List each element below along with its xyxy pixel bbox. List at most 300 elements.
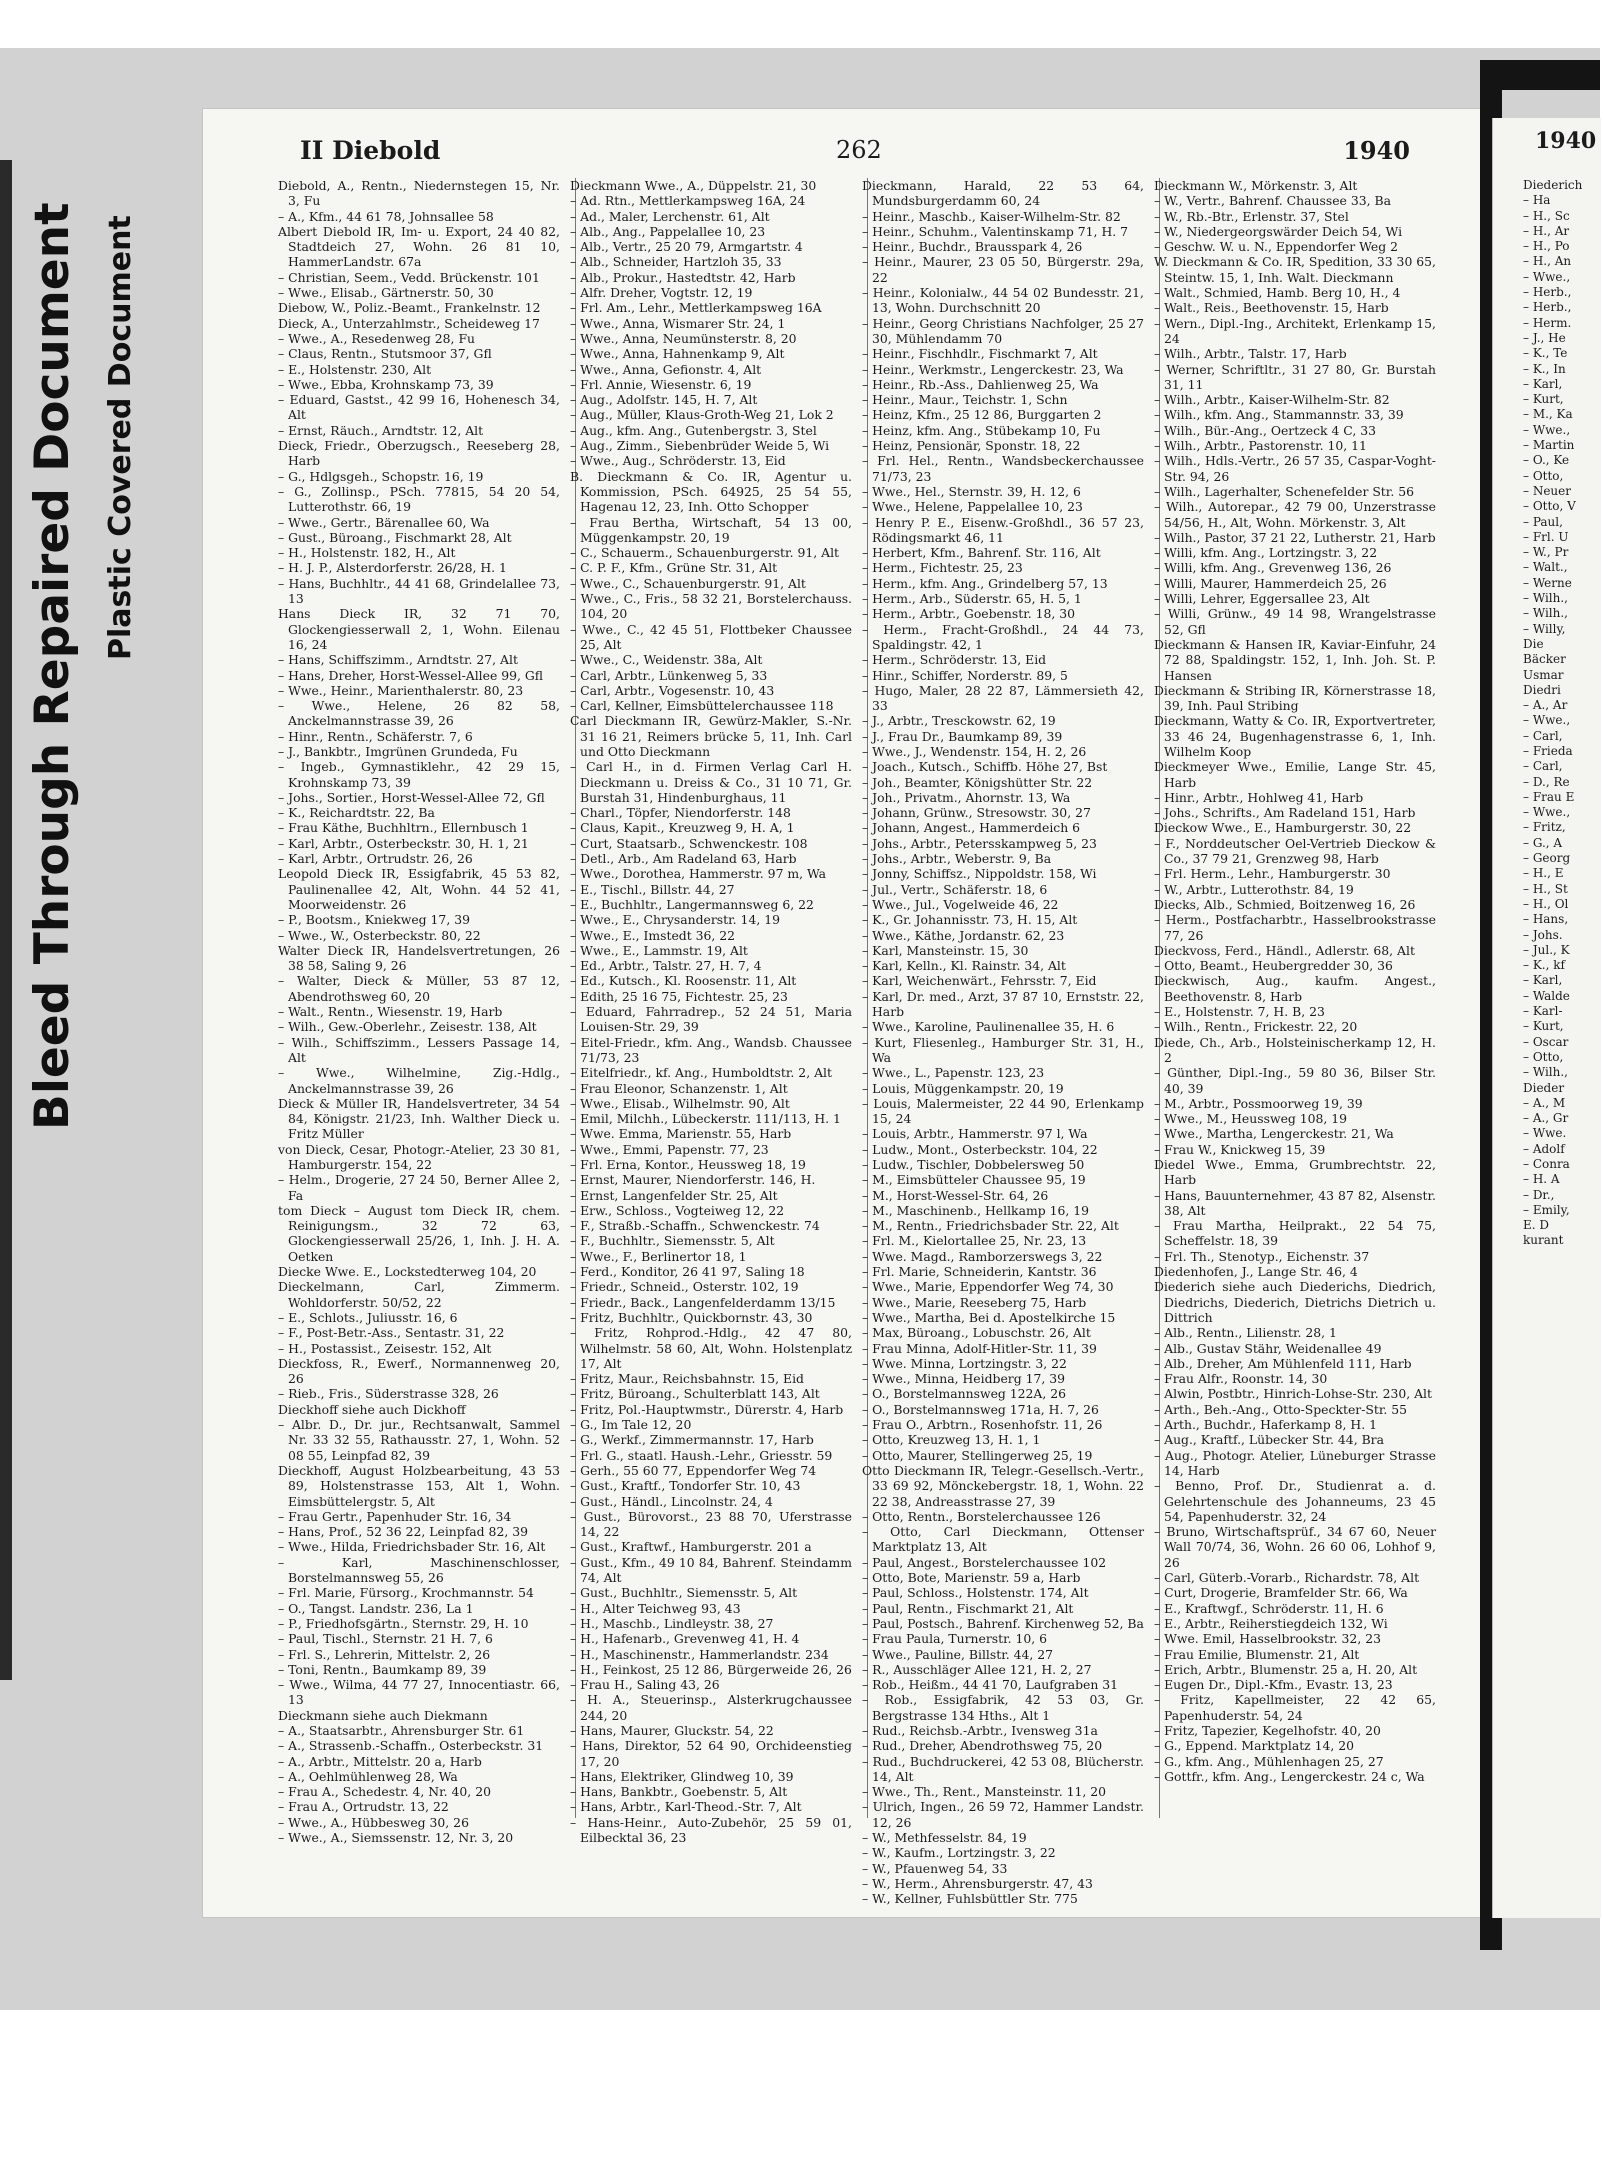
directory-entry: – Otto, Carl Dieckmann, Ottenser Marktplatz 13, Alt	[862, 1524, 1144, 1555]
facing-page-fragment: kurant	[1523, 1233, 1564, 1248]
directory-entry: – Jonny, Schiffsz., Nippoldstr. 158, Wi	[862, 866, 1097, 882]
directory-entry: – Karl, Kelln., Kl. Rainstr. 34, Alt	[862, 958, 1066, 974]
directory-entry: – Hugo, Maler, 28 22 87, Lämmersieth 42, 33	[862, 682, 1144, 714]
directory-entry: – Frl. Marie, Fürsorg., Krochmannstr. 54	[278, 1585, 534, 1601]
directory-entry: – H., Postassist., Zeisestr. 152, Alt	[278, 1340, 492, 1356]
directory-entry: – Wwe., A., Resedenweg 28, Fu	[278, 330, 476, 346]
directory-entry: – Günther, Dipl.-Ing., 59 80 36, Bilser Str. 40, 39	[1154, 1065, 1436, 1096]
facing-page-fragment: – Martin	[1523, 438, 1575, 453]
facing-page-fragment: – Ha	[1523, 193, 1551, 208]
directory-entry: – Emil, Milchh., Lübeckerstr. 111/113, H. 1	[570, 1111, 841, 1127]
directory-entry: – Wwe., E., Lammstr. 19, Alt	[570, 942, 748, 958]
directory-entry: – Ernst, Langenfelder Str. 25, Alt	[570, 1187, 778, 1203]
facing-page-fragment: – K., In	[1523, 361, 1566, 376]
directory-entry: Diedel Wwe., Emma, Grumbrechtstr. 22, Harb	[1154, 1157, 1436, 1188]
facing-page-fragment: – A., Ar	[1523, 698, 1568, 713]
directory-entry: – Wwe., C., Schauenburgerstr. 91, Alt	[570, 575, 806, 591]
directory-entry: – Karl, Dr. med., Arzt, 37 87 10, Ernststr. 22, Harb	[862, 988, 1144, 1020]
directory-entry: – Fritz, Maur., Reichsbahnstr. 15, Eid	[570, 1371, 804, 1387]
directory-entry: – Heinr., Georg Christians Nachfolger, 25 27 30, Mühlendamm 70	[862, 315, 1144, 346]
facing-page-fragment: – Otto, V	[1523, 499, 1576, 514]
directory-entry: – H., Maschinenstr., Hammerlandstr. 234	[570, 1646, 829, 1662]
directory-entry: – F., Post-Betr.-Ass., Sentastr. 31, 22	[278, 1325, 505, 1341]
facing-page-fragment: – Willy,	[1523, 621, 1566, 636]
directory-entry: – Walter, Dieck & Müller, 53 87 12, Abendrothsweg 60, 20	[278, 973, 560, 1004]
directory-entry: – E., Kraftwgf., Schröderstr. 11, H. 6	[1154, 1600, 1384, 1616]
directory-entry: tom Dieck – August tom Dieck IR, chem. Reinigungsm., 32 72 63, Glockengiesserwall 25/26, 1, Inh. J. H. A. Oetken	[278, 1202, 560, 1264]
directory-entry: – Alb., Vertr., 25 20 79, Armgartstr. 4	[570, 239, 803, 255]
facing-page-fragment: – Frieda	[1523, 743, 1573, 758]
directory-entry: – Erw., Schloss., Vogteiweg 12, 22	[570, 1202, 785, 1218]
header-year: 1940	[1343, 136, 1410, 165]
directory-entry: Dieckmann & Stribing IR, Körnerstrasse 18, 39, Inh. Paul Stribing	[1154, 682, 1436, 714]
facing-page-fragment: – Oscar	[1523, 1034, 1569, 1049]
directory-entry: – H., Maschb., Lindleystr. 38, 27	[570, 1615, 774, 1631]
directory-entry: – Wilh., Arbtr., Pastorenstr. 10, 11	[1154, 438, 1367, 454]
directory-entry: – Louis, Müggenkampstr. 20, 19	[862, 1080, 1064, 1096]
facing-page-fragment: – Frau E	[1523, 789, 1575, 804]
directory-entry: – W., Herm., Ahrensburgerstr. 47, 43	[862, 1875, 1093, 1891]
directory-entry: – Wwe., Helene, 26 82 58, Anckelmannstrasse 39, 26	[278, 698, 560, 729]
directory-entry: – Hans-Heinr., Auto-Zubehör, 25 59 01, Eilbecktal 36, 23	[570, 1814, 852, 1846]
directory-entry: Dieckmann W., Mörkenstr. 3, Alt	[1154, 178, 1358, 193]
directory-entry: – Frl. Am., Lehr., Mettlerkampsweg 16A	[570, 300, 822, 316]
directory-entry: – Herm., kfm. Ang., Grindelberg 57, 13	[862, 575, 1108, 591]
directory-entry: – Wilh., kfm. Ang., Stammannstr. 33, 39	[1154, 407, 1404, 423]
directory-entry: – Wilh., Lagerhalter, Schenefelder Str. 56	[1154, 483, 1414, 499]
header-section: II Diebold	[300, 136, 441, 165]
directory-entry: – Hans, Arbtr., Karl-Theod.-Str. 7, Alt	[570, 1799, 802, 1815]
directory-entry: – Frau Paula, Turnerstr. 10, 6	[862, 1631, 1048, 1647]
directory-entry: – Karl, Weichenwärt., Fehrsstr. 7, Eid	[862, 973, 1097, 989]
directory-entry: – H., Alter Teichweg 93, 43	[570, 1600, 741, 1616]
directory-entry: – Johann, Angest., Hammerdeich 6	[862, 820, 1081, 836]
directory-entry: – F., Buchhltr., Siemensstr. 5, Alt	[570, 1233, 775, 1249]
directory-entry: Dieckelmann, Carl, Zimmerm. Wohldorferstr. 50/52, 22	[278, 1279, 560, 1310]
directory-entry: – J., Bankbtr., Imgrünen Grundeda, Fu	[278, 743, 518, 759]
directory-entry: – Willi, kfm. Ang., Grevenweg 136, 26	[1154, 560, 1392, 576]
facing-page-fragment: – Jul., K	[1523, 942, 1570, 957]
directory-entry: – Aug., Zimm., Siebenbrüder Weide 5, Wi	[570, 438, 830, 454]
directory-entry: – Friedr., Back., Langenfelderdamm 13/15	[570, 1294, 836, 1310]
directory-entry: – Werner, Schriftltr., 31 27 80, Gr. Burstah 31, 11	[1154, 361, 1436, 392]
directory-column-4	[1154, 178, 1436, 1838]
facing-page-fragment: – Wilh.,	[1523, 591, 1568, 606]
directory-entry: Diecke Wwe. E., Lockstedterweg 104, 20	[278, 1264, 537, 1280]
directory-entry: – Hinr., Schiffer, Norderstr. 89, 5	[862, 667, 1068, 683]
directory-entry: Diede, Ch., Arb., Holsteinischerkamp 12, H. 2	[1154, 1034, 1436, 1065]
directory-entry: – Wilh., Arbtr., Talstr. 17, Harb	[1154, 346, 1347, 362]
directory-entry: – K., Gr. Johannisstr. 73, H. 15, Alt	[862, 912, 1078, 928]
directory-entry: – Heinz, Kfm., 25 12 86, Burggarten 2	[862, 407, 1102, 423]
directory-entry: – Henry P. E., Eisenw.-Großhdl., 36 57 23, Rödingsmarkt 46, 11	[862, 514, 1144, 545]
directory-entry: W. Dieckmann & Co. IR, Spedition, 33 30 65, Steintw. 15, 1, Inh. Walt. Dieckmann	[1154, 254, 1436, 285]
directory-entry: – Toni, Rentn., Baumkamp 89, 39	[278, 1661, 487, 1677]
directory-entry: – H. J. P., Alsterdorferstr. 26/28, H. 1	[278, 560, 507, 576]
directory-entry: – Alb., Dreher, Am Mühlenfeld 111, Harb	[1154, 1355, 1412, 1371]
directory-entry: – R., Ausschläger Allee 121, H. 2, 27	[862, 1661, 1092, 1677]
directory-entry: – W., Vertr., Bahrenf. Chaussee 33, Ba	[1154, 193, 1391, 209]
directory-entry: – Joh., Beamter, Königshütter Str. 22	[862, 774, 1093, 790]
facing-page-fragment: – Wwe.,	[1523, 422, 1571, 437]
facing-page-fragment: – J., He	[1523, 330, 1566, 345]
directory-entry: – F., Norddeutscher Oel-Vertrieb Dieckow & Co., 37 79 21, Grenzweg 98, Harb	[1154, 835, 1436, 867]
facing-page-fragment: Dieder	[1523, 1080, 1565, 1095]
directory-entry: – Claus, Kapit., Kreuzweg 9, H. A, 1	[570, 820, 795, 836]
directory-entry: – Alfr. Dreher, Vogtstr. 12, 19	[570, 285, 753, 301]
directory-entry: Diederich siehe auch Diederichs, Diedrich, Diedrichs, Diederich, Dietrichs Dietrich u. Dittrich	[1154, 1279, 1436, 1325]
directory-entry: – Eitelfriedr., kf. Ang., Humboldtstr. 2, Alt	[570, 1065, 832, 1081]
directory-entry: – Wwe. Minna, Lortzingstr. 3, 22	[862, 1355, 1067, 1371]
directory-entry: – H., Holstenstr. 182, H., Alt	[278, 545, 456, 561]
directory-entry: – Charl., Töpfer, Niendorferstr. 148	[570, 805, 791, 821]
directory-entry: – Gerh., 55 60 77, Eppendorfer Weg 74	[570, 1462, 817, 1478]
directory-entry: Leopold Dieck IR, Essigfabrik, 45 53 82, Paulinenallee 42, Alt, Wohn. 44 52 41, Moorweidenstr. 26	[278, 866, 560, 912]
directory-entry: – Herm., Arb., Süderstr. 65, H. 5, 1	[862, 591, 1082, 607]
directory-entry: Dieckmann Wwe., A., Düppelstr. 21, 30	[570, 178, 817, 193]
directory-column-3	[862, 178, 1144, 1907]
directory-entry: – J., Frau Dr., Baumkamp 89, 39	[862, 728, 1063, 744]
facing-page-fragment: – Conra	[1523, 1157, 1570, 1171]
directory-entry: – Wwe., Hilda, Friedrichsbader Str. 16, Alt	[278, 1539, 546, 1555]
directory-entry: – Wwe., Anna, Wismarer Str. 24, 1	[570, 315, 786, 331]
directory-entry: – Ludw., Tischler, Dobbelersweg 50	[862, 1157, 1085, 1172]
directory-entry: – Walt., Reis., Beethovenstr. 15, Harb	[1154, 300, 1389, 316]
directory-entry: – Frl. Marie, Schneiderin, Kantstr. 36	[862, 1264, 1097, 1280]
directory-entry: – Wwe., Emmi, Papenstr. 77, 23	[570, 1141, 769, 1157]
page-number: 262	[836, 136, 882, 164]
directory-entry: – G., Im Tale 12, 20	[570, 1417, 692, 1433]
directory-entry: – E., Tischl., Billstr. 44, 27	[570, 881, 735, 897]
facing-page-fragment: Bäcker	[1523, 652, 1566, 667]
directory-entry: – Wwe., C., Weidenstr. 38a, Alt	[570, 652, 763, 668]
facing-page-fragment: – D., Re	[1523, 774, 1570, 789]
directory-entry: von Dieck, Cesar, Photogr.-Atelier, 23 30 81, Hamburgerstr. 154, 22	[278, 1141, 560, 1172]
directory-entry: – Wwe. Emil, Hasselbrookstr. 32, 23	[1154, 1631, 1381, 1647]
directory-entry: – G., kfm. Ang., Mühlenhagen 25, 27	[1154, 1753, 1384, 1769]
directory-entry: Dieckwisch, Aug., kaufm. Angest., Beethovenstr. 8, Harb	[1154, 973, 1436, 1004]
directory-entry: – Erich, Arbtr., Blumenstr. 25 a, H. 20, Alt	[1154, 1661, 1418, 1677]
directory-entry: – Helm., Drogerie, 27 24 50, Berner Allee 2, Fa	[278, 1172, 560, 1203]
directory-entry: – Wwe., Anna, Neumünsterstr. 8, 20	[570, 330, 797, 346]
facing-page-fragment: – Herb.,	[1523, 285, 1572, 300]
facing-page-fragment: – H., St	[1523, 881, 1568, 896]
directory-entry: – Frl. Hel., Rentn., Wandsbeckerchaussee 71/73, 23	[862, 453, 1144, 484]
directory-entry: – H., Feinkost, 25 12 86, Bürgerweide 26, 26	[570, 1661, 852, 1677]
facing-page-fragment: – G., A	[1523, 835, 1563, 850]
scan-edge-stripe	[0, 160, 12, 1680]
directory-entry: – Wilh., Hdls.-Vertr., 26 57 35, Caspar-Voght-Str. 94, 26	[1154, 453, 1436, 484]
directory-entry: – Karl, Mansteinstr. 15, 30	[862, 942, 1029, 958]
directory-entry: – W., Rb.-Btr., Erlenstr. 37, Stel	[1154, 208, 1349, 224]
directory-entry: – Wilh., Gew.-Oberlehr., Zeisestr. 138, Alt	[278, 1019, 537, 1035]
facing-page-fragment: – H., E	[1523, 866, 1564, 881]
directory-entry: – Karl, Arbtr., Ortrudstr. 26, 26	[278, 851, 473, 867]
directory-entry: – Wwe., Minna, Heidberg 17, 39	[862, 1371, 1065, 1387]
directory-entry: – Gust., Büroang., Fischmarkt 28, Alt	[278, 529, 512, 545]
facing-page-fragment: – H. A	[1523, 1172, 1560, 1187]
directory-entry: – C. P. F., Kfm., Grüne Str. 31, Alt	[570, 560, 778, 576]
directory-entry: Dieckvoss, Ferd., Händl., Adlerstr. 68, Alt	[1154, 942, 1415, 958]
directory-entry: – W., Niedergeorgswärder Deich 54, Wi	[1154, 223, 1403, 239]
directory-entry: Carl Dieckmann IR, Gewürz-Makler, S.-Nr. 31 16 21, Reimers brücke 5, 11, Inh. Carl und Otto Dieckmann	[570, 713, 852, 759]
directory-entry: – Hans, Bauunternehmer, 43 87 82, Alsenstr. 38, Alt	[1154, 1187, 1436, 1218]
directory-entry: – Paul, Angest., Borstelerchaussee 102	[862, 1554, 1107, 1570]
directory-entry: – Wwe. Emma, Marienstr. 55, Harb	[570, 1126, 792, 1142]
directory-entry: – Wwe., Elisab., Gärtnerstr. 50, 30	[278, 285, 494, 301]
facing-page-fragment: – A., Gr	[1523, 1111, 1569, 1126]
directory-entry: – P., Bootsm., Kniekweg 17, 39	[278, 912, 470, 928]
directory-entry: – Gottfr., kfm. Ang., Lengerckestr. 24 c, Wa	[1154, 1768, 1425, 1784]
directory-entry: – Detl., Arb., Am Radeland 63, Harb	[570, 851, 797, 867]
facing-page-fragment: – Johs.	[1523, 927, 1563, 942]
directory-entry: Hans Dieck IR, 32 71 70, Glockengiesserwall 2, 1, Wohn. Eilenau 16, 24	[278, 606, 560, 652]
directory-entry: – Heinr., Maur., Teichstr. 1, Schn	[862, 392, 1068, 408]
facing-page-fragment: – Wwe.,	[1523, 269, 1571, 284]
directory-entry: – Ad. Rtn., Mettlerkampsweg 16A, 24	[570, 193, 806, 209]
directory-entry: – Paul, Rentn., Fischmarkt 21, Alt	[862, 1600, 1074, 1616]
directory-entry: – P., Friedhofsgärtn., Sternstr. 29, H. 10	[278, 1615, 529, 1631]
facing-page-fragment: – Fritz,	[1523, 820, 1566, 835]
directory-entry: Dieckow Wwe., E., Hamburgerstr. 30, 22	[1154, 820, 1412, 836]
directory-entry: – Frau Emilie, Blumenstr. 21, Alt	[1154, 1646, 1360, 1662]
facing-page-fragment: – Frl. U	[1523, 529, 1569, 544]
facing-page-fragment: – Wwe.,	[1523, 713, 1571, 728]
directory-entry: – Johs., Arbtr., Petersskampweg 5, 23	[862, 835, 1097, 851]
directory-entry: – E., Holstenstr. 7, H. B, 23	[1154, 1004, 1325, 1020]
directory-entry: – Frau Bertha, Wirtschaft, 54 13 00, Müggenkampstr. 20, 19	[570, 514, 852, 545]
directory-entry: – Wwe., Wilma, 44 77 27, Innocentiastr. 66, 13	[278, 1677, 560, 1708]
directory-entry: – Ludw., Mont., Osterbeckstr. 104, 22	[862, 1141, 1098, 1157]
directory-entry: – Frau Eleonor, Schanzenstr. 1, Alt	[570, 1080, 788, 1096]
directory-entry: – Hans, Elektriker, Glindweg 10, 39	[570, 1768, 794, 1784]
directory-entry: – A., Kfm., 44 61 78, Johnsallee 58	[278, 208, 494, 224]
directory-column-2	[570, 178, 852, 1846]
directory-entry: – Aug., Adolfstr. 145, H. 7, Alt	[570, 392, 758, 408]
directory-entry: – G., Hdlgsgeh., Schopstr. 16, 19	[278, 468, 484, 484]
side-label-secondary: Plastic Covered Document	[103, 215, 138, 660]
directory-entry: Dieck, Friedr., Oberzugsch., Reeseberg 28, Harb	[278, 438, 560, 469]
directory-entry: – Fritz, Rohprod.-Hdlg., 42 47 80, Wilhelmstr. 58 60, Alt, Wohn. Holstenplatz 17, Alt	[570, 1325, 852, 1371]
directory-entry: – Wwe., E., Imstedt 36, 22	[570, 927, 736, 943]
directory-entry: – Ernst, Maurer, Niendorferstr. 146, H.	[570, 1172, 816, 1188]
directory-entry: – Wilh., Bür.-Ang., Oertzeck 4 C, 33	[1154, 422, 1376, 438]
directory-entry: – Heinr., Kolonialw., 44 54 02 Bundesstr. 21, 13, Wohn. Durchschnitt 20	[862, 285, 1144, 316]
facing-page-fragment: – W., Pr	[1523, 545, 1569, 560]
directory-entry: – M., Eimsbütteler Chaussee 95, 19	[862, 1172, 1086, 1188]
facing-page-fragment: – Dr.,	[1523, 1187, 1555, 1202]
directory-entry: – Herm., Schröderstr. 13, Eid	[862, 652, 1047, 668]
facing-page-fragment: – Kurt,	[1523, 392, 1564, 407]
directory-entry: – K., Reichardtstr. 22, Ba	[278, 805, 435, 821]
directory-entry: Diebold, A., Rentn., Niedernstegen 15, Nr. 3, Fu	[278, 178, 560, 209]
directory-entry: Walter Dieck IR, Handelsvertretungen, 26 38 58, Saling 9, 26	[278, 942, 560, 974]
facing-page-fragment: Diederich	[1523, 178, 1583, 192]
directory-entry: – Louis, Malermeister, 22 44 90, Erlenkamp 15, 24	[862, 1095, 1144, 1127]
directory-entry: – Frau W., Knickweg 15, 39	[1154, 1141, 1326, 1157]
facing-page-fragment: – H., Sc	[1523, 208, 1570, 223]
directory-entry: – Wwe., F., Berlinertor 18, 1	[570, 1248, 747, 1264]
directory-entry: – Wwe., Anna, Hahnenkamp 9, Alt	[570, 346, 785, 362]
directory-entry: – Wwe., Th., Rent., Mansteinstr. 11, 20	[862, 1784, 1106, 1800]
side-label-primary: Bleed Through Repaired Document	[25, 202, 80, 1130]
directory-entry: – Albr. D., Dr. jur., Rechtsanwalt, Sammel Nr. 33 32 55, Rathausstr. 27, 1, Wohn. 52 08 55, Leinpfad 82, 39	[278, 1417, 560, 1463]
directory-entry: – Wwe., Marie, Reeseberg 75, Harb	[862, 1294, 1087, 1310]
facing-page-fragment: E. D	[1523, 1218, 1550, 1233]
directory-entry: – Joach., Kutsch., Schiffb. Höhe 27, Bst	[862, 759, 1108, 775]
facing-page-fragment: – Hans,	[1523, 912, 1569, 927]
directory-entry: – Hans, Bankbtr., Goebenstr. 5, Alt	[570, 1784, 788, 1800]
directory-entry: – Wwe., Käthe, Jordanstr. 62, 23	[862, 927, 1065, 943]
directory-entry: – Heinz, kfm. Ang., Stübekamp 10, Fu	[862, 422, 1101, 438]
directory-entry: Diecks, Alb., Schmied, Boitzenweg 16, 26	[1154, 896, 1416, 912]
directory-entry: – Arth., Buchdr., Haferkamp 8, H. 1	[1154, 1417, 1377, 1433]
directory-entry: – Wwe., Hel., Sternstr. 39, H. 12, 6	[862, 483, 1081, 499]
facing-page-fragment: – Herb.,	[1523, 300, 1572, 315]
directory-entry: – Wwe., W., Osterbeckstr. 80, 22	[278, 927, 481, 943]
directory-entry: – Carl, Kellner, Eimsbüttelerchaussee 118	[570, 698, 834, 714]
directory-entry: Dieckmann siehe auch Diekmann	[278, 1707, 488, 1723]
directory-entry: – Aug., Müller, Klaus-Groth-Weg 21, Lok 2	[570, 407, 834, 423]
directory-entry: – Hans, Prof., 52 36 22, Leinpfad 82, 39	[278, 1524, 528, 1540]
directory-entry: – Rob., Essigfabrik, 42 53 03, Gr. Bergstrasse 134 Hths., Alt 1	[862, 1692, 1144, 1723]
directory-entry: – Jul., Vertr., Schäferstr. 18, 6	[862, 881, 1048, 897]
directory-entry: Albert Diebold IR, Im- u. Export, 24 40 82, Stadtdeich 27, Wohn. 26 81 10, HammerLandstr. 67a	[278, 223, 560, 270]
facing-page-fragment: – Karl-	[1523, 1004, 1563, 1019]
directory-entry: – Wilh., Autorepar., 42 79 00, Unzerstrasse 54/56, H., Alt, Wohn. Mörkenstr. 3, Alt	[1154, 499, 1436, 530]
directory-entry: – Willi, Grünw., 49 14 98, Wrangelstrasse 52, Gfl	[1154, 606, 1436, 637]
facing-page-fragment: – Karl,	[1523, 973, 1563, 988]
directory-entry: – Joh., Privatm., Ahornstr. 13, Wa	[862, 789, 1071, 805]
directory-entry: – Wwe., Martha, Bei d. Apostelkirche 15	[862, 1309, 1116, 1325]
directory-entry: – Carl, Güterb.-Vorarb., Richardstr. 78, Alt	[1154, 1570, 1420, 1586]
directory-entry: – Frau Alfr., Roonstr. 14, 30	[1154, 1371, 1328, 1387]
directory-entry: – Rud., Buchdruckerei, 42 53 08, Blücherstr. 14, Alt	[862, 1753, 1144, 1784]
facing-page-fragment: – Kurt,	[1523, 1019, 1564, 1034]
directory-entry: – Gust., Bürovorst., 23 88 70, Uferstrasse 14, 22	[570, 1508, 852, 1540]
directory-column-1	[278, 178, 560, 1846]
directory-entry: – Wwe., E., Chrysanderstr. 14, 19	[570, 912, 780, 928]
directory-entry: – Paul, Tischl., Sternstr. 21 H. 7, 6	[278, 1631, 493, 1647]
facing-page-fragment: – M., Ka	[1523, 407, 1573, 422]
directory-entry: – Wwe., C., Fris., 58 32 21, Borstelerchauss. 104, 20	[570, 591, 852, 622]
directory-entry: – Heinr., Fischhdlr., Fischmarkt 7, Alt	[862, 346, 1098, 362]
directory-entry: Dieckhoff, August Holzbearbeitung, 43 53 89, Holstenstrasse 153, Alt 1, Wohn. Eimsbüttelergstr. 5, Alt	[278, 1462, 560, 1509]
directory-entry: – Wwe., Elisab., Wilhelmstr. 90, Alt	[570, 1095, 790, 1111]
directory-entry: – M., Maschinenb., Hellkamp 16, 19	[862, 1202, 1089, 1218]
directory-entry: – A., Oehlmühlenweg 28, Wa	[278, 1768, 458, 1784]
directory-entry: – Ed., Kutsch., Kl. Roosenstr. 11, Alt	[570, 973, 797, 989]
directory-entry: Dieckmann, Harald, 22 53 64, Mundsburgerdamm 60, 24	[862, 178, 1144, 209]
directory-entry: – Herbert, Kfm., Bahrenf. Str. 116, Alt	[862, 545, 1101, 561]
directory-entry: – Heinr., Maschb., Kaiser-Wilhelm-Str. 82	[862, 208, 1121, 224]
directory-entry: – Hinr., Rentn., Schäferstr. 7, 6	[278, 728, 473, 744]
directory-entry: – Ad., Maler, Lerchenstr. 61, Alt	[570, 208, 770, 224]
directory-entry: – Hans, Schiffszimm., Arndtstr. 27, Alt	[278, 652, 518, 668]
directory-entry: – Frl. S., Lehrerin, Mittelstr. 2, 26	[278, 1646, 491, 1662]
directory-entry: – O., Tangst. Landstr. 236, La 1	[278, 1600, 474, 1616]
directory-entry: – Frau Martha, Heilprakt., 22 54 75, Scheffelstr. 18, 39	[1154, 1218, 1436, 1249]
facing-page-fragment: – H., Ar	[1523, 223, 1570, 238]
directory-entry: – Willi, kfm. Ang., Lortzingstr. 3, 22	[1154, 545, 1378, 561]
facing-page-fragment: – Otto,	[1523, 468, 1564, 483]
facing-page-fragment: – Wwe.	[1523, 1126, 1567, 1141]
facing-page-fragment: Diedri	[1523, 682, 1561, 697]
directory-entry: – Frau Gertr., Papenhuder Str. 16, 34	[278, 1508, 512, 1524]
directory-entry: – Curt, Drogerie, Bramfelder Str. 66, Wa	[1154, 1585, 1408, 1601]
directory-entry: – Geschw. W. u. N., Eppendorfer Weg 2	[1154, 239, 1398, 255]
directory-entry: – Heinr., Buchdr., Brausspark 4, 26	[862, 239, 1083, 255]
directory-entry: – Wern., Dipl.-Ing., Architekt, Erlenkamp 15, 24	[1154, 315, 1436, 346]
directory-entry: Dieck & Müller IR, Handelsvertreter, 34 54 84, Königstr. 21/23, Inh. Walther Dieck u. Fritz Müller	[278, 1095, 560, 1142]
directory-entry: – G., Zollinsp., PSch. 77815, 54 20 54, Lutterothstr. 66, 19	[278, 483, 560, 515]
facing-page-fragment: – Wwe.,	[1523, 805, 1571, 820]
directory-entry: – Herm., Postfacharbtr., Hasselbrookstrasse 77, 26	[1154, 912, 1436, 943]
directory-entry: – Gust., Kfm., 49 10 84, Bahrenf. Steindamm 74, Alt	[570, 1554, 852, 1586]
directory-entry: – Johann, Grünw., Stresowstr. 30, 27	[862, 805, 1091, 821]
directory-entry: B. Dieckmann & Co. IR, Agentur u. Kommission, PSch. 64925, 25 54 55, Hagenau 12, 23, Inh. Otto Schopper	[570, 468, 852, 515]
directory-entry: – Wwe. Magd., Ramborzerswegs 3, 22	[862, 1248, 1103, 1264]
directory-entry: – Eduard, Gastst., 42 99 16, Hohenesch 34, Alt	[278, 392, 560, 423]
directory-entry: – Friedr., Schneid., Osterstr. 102, 19	[570, 1279, 799, 1295]
facing-page-fragment: – Wilh.,	[1523, 1065, 1568, 1080]
directory-entry: – Heinr., Rb.-Ass., Dahlienweg 25, Wa	[862, 376, 1099, 392]
directory-entry: – Frl. M., Kielortallee 25, Nr. 23, 13	[862, 1233, 1087, 1249]
directory-entry: – Wwe., Aug., Schröderstr. 13, Eid	[570, 453, 786, 469]
directory-entry: – A., Staatsarbtr., Ahrensburger Str. 61	[278, 1722, 525, 1738]
directory-entry: – Paul, Postsch., Bahrenf. Kirchenweg 52, Ba	[862, 1615, 1144, 1631]
directory-entry: – Gust., Kraftwf., Hamburgerstr. 201 a	[570, 1539, 812, 1555]
directory-entry: – Otto, Bote, Marienstr. 59 a, Harb	[862, 1570, 1081, 1586]
directory-entry: – G., Werkf., Zimmermannstr. 17, Harb	[570, 1432, 814, 1448]
directory-entry: – Fritz, Kapellmeister, 22 42 65, Papenhuderstr. 54, 24	[1154, 1692, 1436, 1723]
directory-entry: – Wwe., Anna, Gefionstr. 4, Alt	[570, 361, 762, 377]
facing-page-fragment: – Georg	[1523, 851, 1571, 866]
directory-entry: – Alb., Gustav Stähr, Weidenallee 49	[1154, 1340, 1382, 1356]
directory-entry: – W., Arbtr., Lutterothstr. 84, 19	[1154, 881, 1354, 897]
facing-page-fragment: – H., An	[1523, 254, 1572, 269]
directory-entry: – Aug., kfm. Ang., Gutenbergstr. 3, Stel	[570, 422, 817, 438]
directory-entry: – Edith, 25 16 75, Fichtestr. 25, 23	[570, 988, 788, 1004]
directory-entry: – Gust., Kraftf., Tondorfer Str. 10, 43	[570, 1478, 801, 1494]
facing-page-fragment: – H., Ol	[1523, 896, 1569, 911]
directory-entry: – Otto, Kreuzweg 13, H. 1, 1	[862, 1432, 1041, 1448]
facing-page-fragment: – Carl,	[1523, 759, 1563, 774]
directory-entry: – Wwe., J., Wendenstr. 154, H. 2, 26	[862, 743, 1087, 759]
directory-entry: – E., Holstenstr. 230, Alt	[278, 361, 432, 377]
directory-entry: – Louis, Arbtr., Hammerstr. 97 l, Wa	[862, 1126, 1088, 1142]
directory-entry: – Frau H., Saling 43, 26	[570, 1677, 720, 1693]
directory-entry: – H., Hafenarb., Grevenweg 41, H. 4	[570, 1631, 800, 1647]
directory-entry: – Ulrich, Ingen., 26 59 72, Hammer Landstr. 12, 26	[862, 1799, 1144, 1830]
directory-entry: Dieck, A., Unterzahlmstr., Scheideweg 17	[278, 315, 540, 331]
directory-entry: – Wwe., Wilhelmine, Zig.-Hdlg., Anckelmannstrasse 39, 26	[278, 1065, 560, 1096]
directory-entry: – Carl, Arbtr., Lünkenweg 5, 33	[570, 667, 768, 683]
directory-entry: – Wilh., Arbtr., Kaiser-Wilhelm-Str. 82	[1154, 392, 1390, 408]
directory-entry: – Walt., Schmied, Hamb. Berg 10, H., 4	[1154, 285, 1401, 301]
directory-entry: – Wwe., M., Heussweg 108, 19	[1154, 1111, 1348, 1127]
directory-columns	[278, 178, 1454, 1907]
directory-entry: – Wilh., Schiffszimm., Lessers Passage 14, Alt	[278, 1034, 560, 1065]
directory-entry: – Wwe., Jul., Vogelweide 46, 22	[862, 896, 1059, 912]
directory-entry: – Herm., Arbtr., Goebenstr. 18, 30	[862, 606, 1076, 622]
directory-entry: – Wwe., A., Hübbesweg 30, 26	[278, 1814, 469, 1830]
directory-entry: – Otto, Rentn., Borstelerchaussee 126	[862, 1508, 1101, 1524]
facing-page-fragment: – H., Po	[1523, 239, 1570, 254]
directory-entry: – Fritz, Pol.-Hauptwmstr., Dürerstr. 4, Harb	[570, 1401, 844, 1417]
directory-entry: – C., Schauerm., Schauenburgerstr. 91, Alt	[570, 545, 840, 561]
directory-entry: – Rud., Reichsb.-Arbtr., Ivensweg 31a	[862, 1722, 1098, 1738]
